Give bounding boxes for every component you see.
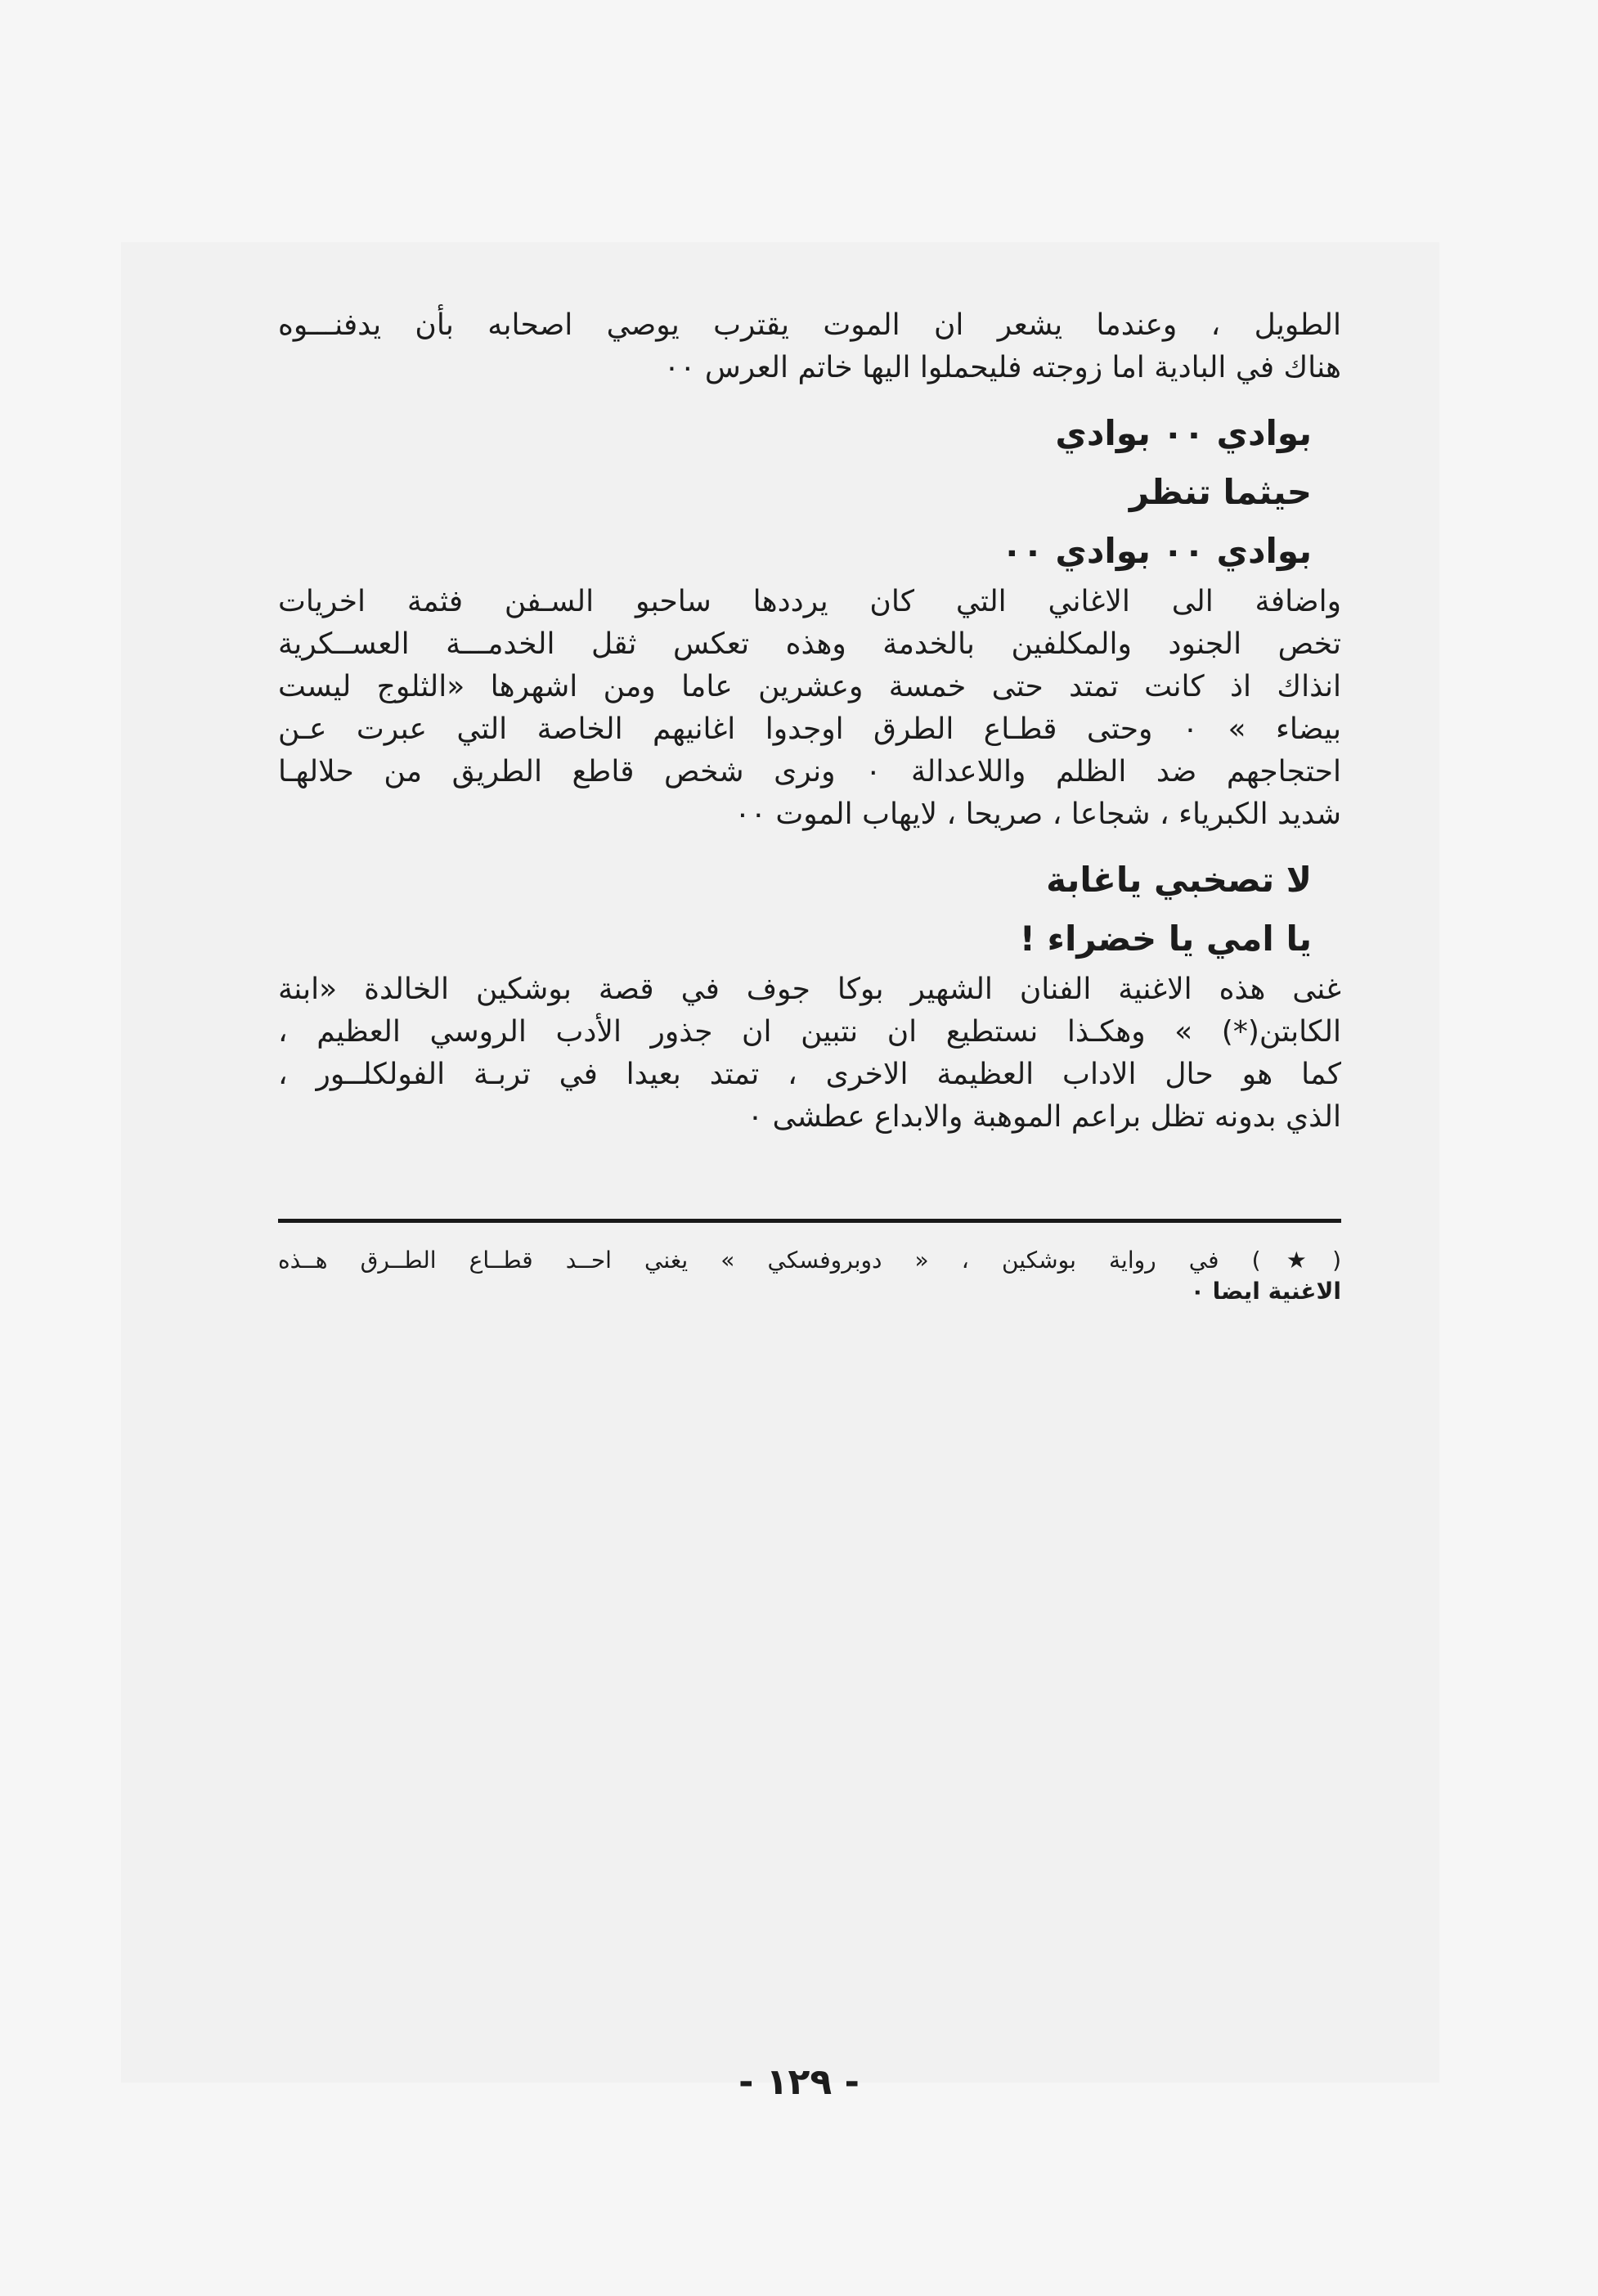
text-line: غنى هذه الاغنية الفنان الشهير بوكا جوف في قصة بوشكين الخالدة «ابنة (278, 973, 1341, 1006)
verse-1 (278, 404, 1341, 581)
text-line: هناك في البادية اما زوجته فليحملوا اليها خاتم العرس ٠٠ (663, 351, 1341, 384)
footnote-line: (★) في رواية بوشكين ، « دوبروفسكي » يغني احــد قطــاع الطــرق هــذه (278, 1247, 1341, 1274)
text-line: الكابتن(*) » وهكـذا نستطيع ان نتبين ان جذور الأدب الروسي العظيم ، (278, 1015, 1341, 1049)
text-line: تخص الجنود والمكلفين بالخدمة وهذه تعكس ثقل الخدمـــة العســكرية (278, 627, 1341, 661)
text-line: كما هو حال الاداب العظيمة الاخرى ، تمتد بعيدا في تربـة الفولكلــور ، (278, 1058, 1341, 1091)
verse-line: بوادي ٠٠ بوادي (1055, 413, 1312, 453)
text-line: احتجاجهم ضد الظلم واللاعدالة ٠ ونرى شخص قاطع الطريق من حلالهـا (278, 755, 1341, 789)
text-line: الذي بدونه تظل براعم الموهبة والابداع عطشى ٠ (747, 1100, 1341, 1134)
verse-2 (278, 851, 1341, 968)
verse-line: حيثما تنظر (1129, 472, 1312, 512)
footnote-line: الاغنية ايضا ٠ (1190, 1278, 1341, 1305)
page-number: - ١٢٩ - (738, 2061, 860, 2103)
text-line: بيضاء » ٠ وحتى قطـاع الطرق اوجدوا اغانيهم الخاصة التي عبرت عـن (278, 712, 1341, 746)
paragraph-3 (278, 968, 1341, 1139)
verse-line: بوادي ٠٠ بوادي ٠٠ (1001, 531, 1312, 571)
paragraph-1 (278, 304, 1341, 389)
verse-line: يا امي يا خضراء ! (1019, 919, 1312, 959)
page-body (278, 304, 1341, 1139)
text-line: شديد الكبرياء ، شجاعا ، صريحا ، لايهاب الموت ٠٠ (734, 798, 1341, 831)
verse-line: لا تصخبي ياغابة (1046, 860, 1312, 900)
footnote (278, 1245, 1341, 1307)
text-line: واضافة الى الاغاني التي كان يرددها ساحبو السـفن فثمة اخريات (278, 585, 1341, 618)
footnote-divider (278, 1219, 1341, 1223)
paragraph-2 (278, 581, 1341, 836)
text-line: الطويل ، وعندما يشعر ان الموت يقترب يوصي اصحابه بأن يدفنـــوه (278, 308, 1341, 342)
text-line: انذاك اذ كانت تمتد حتى خمسة وعشرين عاما ومن اشهرها «الثلوج ليست (278, 670, 1341, 703)
